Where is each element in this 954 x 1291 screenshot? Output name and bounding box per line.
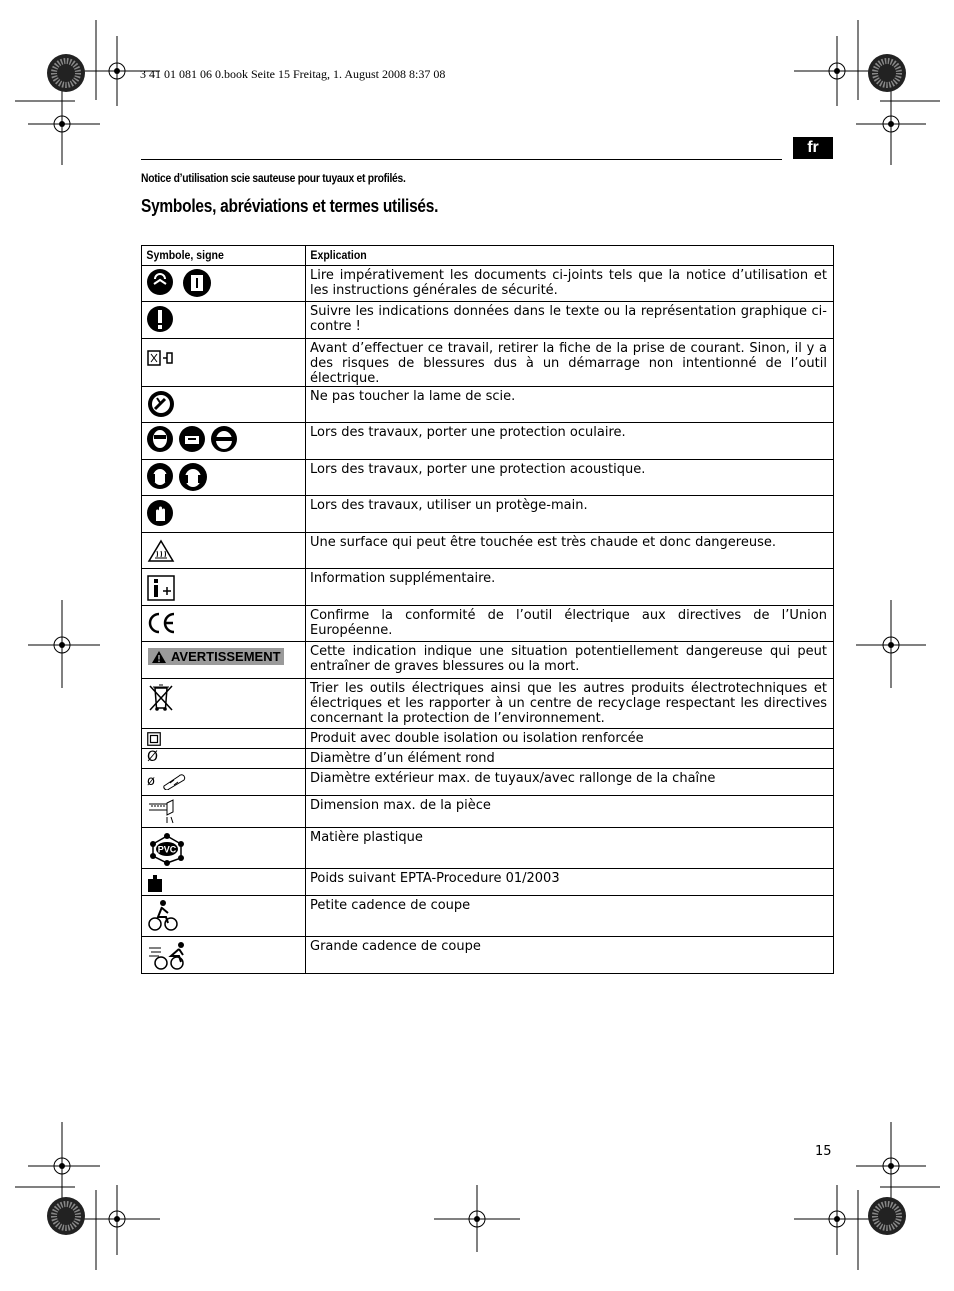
explanation-text: Cette indication indique une situation potentiellement dangereuse qui peut entraîner de graves blessures ou la mort. bbox=[310, 644, 827, 674]
warning-badge bbox=[148, 648, 284, 665]
page-number: 15 bbox=[815, 1144, 832, 1159]
symbols-table bbox=[141, 245, 834, 974]
explanation-text: Lors des travaux, porter une protection oculaire. bbox=[310, 425, 626, 440]
info-plus-icon bbox=[147, 575, 175, 601]
face-shield-icon bbox=[179, 426, 205, 452]
table-row bbox=[142, 729, 834, 749]
unplug-icon bbox=[147, 348, 175, 368]
table-row bbox=[142, 828, 834, 869]
language-badge: fr bbox=[793, 137, 833, 159]
table-row bbox=[142, 606, 834, 642]
explanation-text: Poids suivant EPTA-Procedure 01/2003 bbox=[310, 871, 560, 886]
table-row bbox=[142, 302, 834, 339]
workpiece-dimension-icon bbox=[147, 799, 177, 825]
explanation-text: Diamètre d’un élément rond bbox=[310, 751, 495, 766]
table-row bbox=[142, 749, 834, 769]
table-row bbox=[142, 569, 834, 606]
print-info-line: 3 41 01 081 06 0.book Seite 15 Freitag, 1. August 2008 8:37 08 bbox=[140, 67, 446, 81]
ear-muffs-icon bbox=[179, 463, 207, 491]
pipe-chain-icon bbox=[161, 774, 187, 790]
explanation-text: Suivre les indications données dans le texte ou la représentation graphique ci-contre ! bbox=[310, 304, 827, 334]
explanation-text: Diamètre extérieur max. de tuyaux/avec rallonge de la chaîne bbox=[310, 771, 716, 786]
explanation-text: Ne pas toucher la lame de scie. bbox=[310, 389, 516, 404]
table-row bbox=[142, 679, 834, 729]
header-rule bbox=[141, 159, 782, 160]
explanation-text: Avant d’effectuer ce travail, retirer la fiche de la prise de courant. Sinon, il y a des risques de blessures dus à un démarrage non intentionné de l’outil électrique. bbox=[310, 341, 827, 386]
pvc-icon-label: PVC bbox=[157, 844, 177, 855]
table-row bbox=[142, 533, 834, 569]
explanation-text: Lors des travaux, porter une protection acoustique. bbox=[310, 462, 646, 477]
explanation-text: Matière plastique bbox=[310, 830, 423, 845]
read-manual-icon bbox=[147, 269, 173, 295]
explanation-text: Confirme la conformité de l’outil électrique aux directives de l’Union Européenne. bbox=[310, 608, 827, 638]
double-insulation-icon bbox=[147, 732, 161, 746]
warning-triangle-icon bbox=[151, 650, 167, 664]
table-row bbox=[142, 769, 834, 796]
safety-glasses-icon bbox=[211, 426, 237, 452]
document-subtitle: Notice d’utilisation scie sauteuse pour tuyaux et profilés. bbox=[141, 171, 406, 185]
table-row bbox=[142, 869, 834, 896]
no-touch-blade-icon bbox=[147, 390, 175, 418]
weee-bin-icon bbox=[147, 682, 175, 714]
exclamation-icon bbox=[147, 305, 173, 333]
ear-protection-icon bbox=[147, 463, 173, 489]
page-title: Symboles, abréviations et termes utilisés. bbox=[141, 196, 439, 216]
diameter-small-icon: ø bbox=[147, 774, 155, 789]
explanation-text: Dimension max. de la pièce bbox=[310, 798, 491, 813]
table-row bbox=[142, 896, 834, 937]
column-header-explanation: Explication bbox=[306, 246, 834, 266]
explanation-text: Information supplémentaire. bbox=[310, 571, 496, 586]
table-row bbox=[142, 496, 834, 533]
table-row bbox=[142, 796, 834, 828]
table-row bbox=[142, 460, 834, 496]
table-row bbox=[142, 339, 834, 387]
table-row bbox=[142, 642, 834, 679]
column-header-symbol: Symbole, signe bbox=[142, 246, 306, 266]
explanation-text: Produit avec double isolation ou isolation renforcée bbox=[310, 731, 644, 746]
table-row bbox=[142, 423, 834, 460]
weight-icon bbox=[147, 875, 163, 893]
table-header-row bbox=[142, 246, 834, 266]
explanation-text: Une surface qui peut être touchée est très chaude et donc dangereuse. bbox=[310, 535, 777, 550]
glove-icon bbox=[147, 499, 173, 527]
goggles-icon bbox=[147, 426, 173, 452]
explanation-text: Grande cadence de coupe bbox=[310, 939, 481, 954]
ce-mark-icon bbox=[147, 612, 177, 634]
fast-cyclist-icon bbox=[147, 940, 187, 970]
explanation-text: Petite cadence de coupe bbox=[310, 898, 471, 913]
explanation-text: Lire impérativement les documents ci-joints tels que la notice d’utilisation et les instructions générales de sécurité. bbox=[310, 268, 827, 298]
hot-surface-icon bbox=[147, 539, 175, 563]
explanation-text: Lors des travaux, utiliser un protège-main. bbox=[310, 498, 588, 513]
manual-book-icon bbox=[183, 269, 211, 297]
explanation-text: Trier les outils électriques ainsi que les autres produits électrotechniques et électriques et les rapporter à un centre de recyclage respectant les directives concernant la protection de l’environnement. bbox=[310, 681, 827, 726]
warning-badge-text: AVERTISSEMENT bbox=[171, 649, 281, 664]
diameter-icon: Ø bbox=[147, 749, 159, 765]
table-row bbox=[142, 387, 834, 423]
table-row bbox=[142, 266, 834, 302]
table-row bbox=[142, 937, 834, 974]
pvc-icon bbox=[147, 832, 187, 866]
slow-cyclist-icon bbox=[147, 899, 179, 931]
